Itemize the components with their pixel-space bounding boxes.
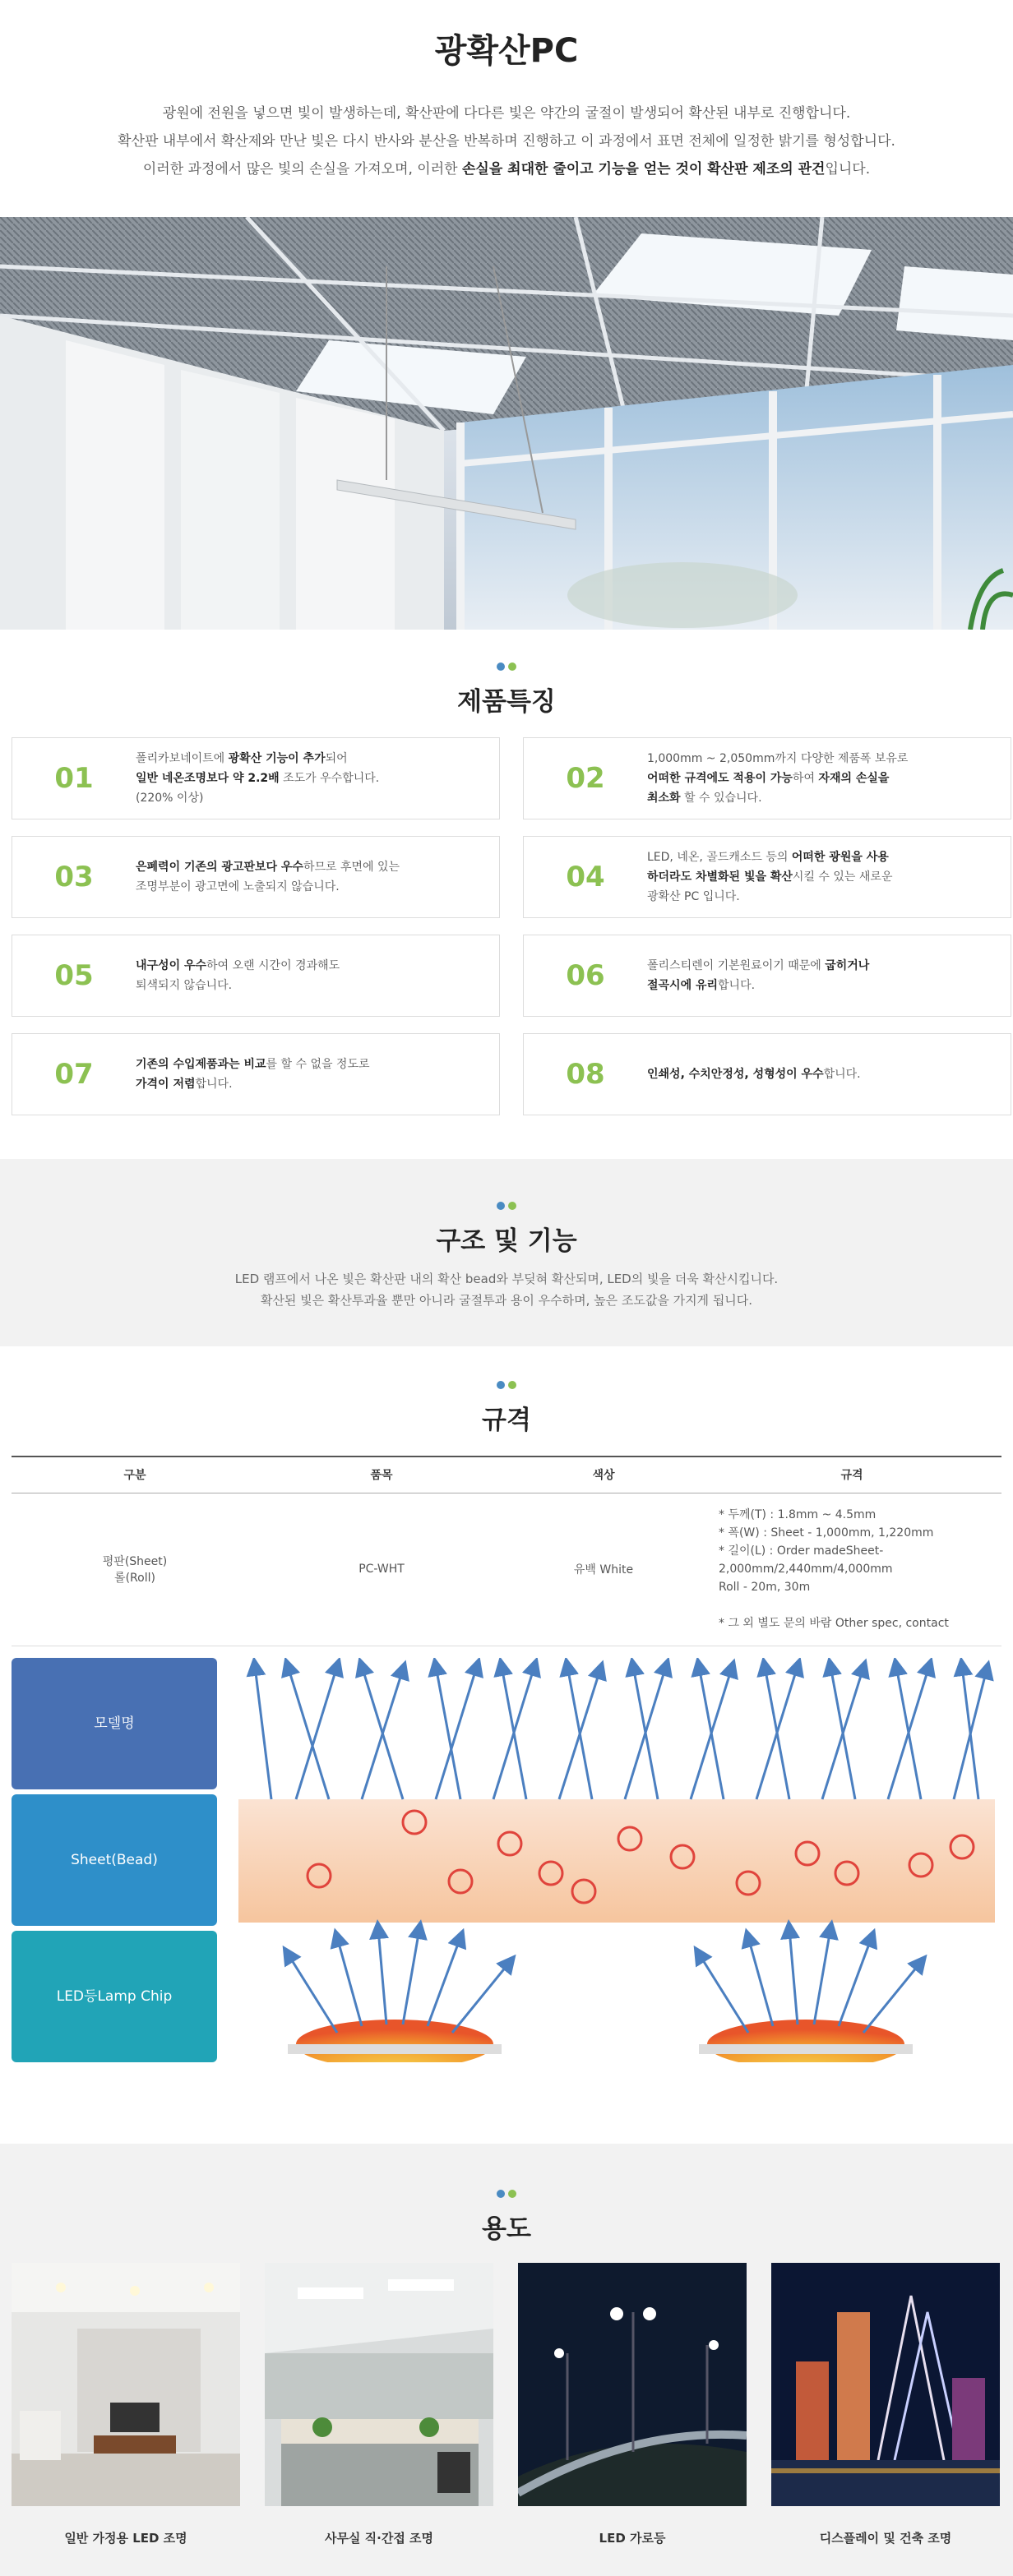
column-header: 색상 [505,1457,702,1493]
table-header-row [12,1457,1001,1493]
feature-text: 은폐력이 기존의 광고판보다 우수하므로 후면에 있는 조명부분이 광고면에 노출되지 않습니다. [136,861,400,893]
feature-06 [523,935,1011,1017]
feature-number: 01 [54,762,94,795]
feature-text: LED, 네온, 골드캐소드 등의 어떠한 광원을 사용 하더라도 차별화된 빛을 확산시킬 수 있는 새로운 광확산 PC 입니다. [647,851,893,903]
features-title: 제품특징 [457,687,556,717]
cell-color: 유백 White [505,1493,702,1646]
cell-spec: * 두께(T) : 1.8mm ~ 4.5mm * 폭(W) : Sheet - 1,000mm, 1,220mm * 길이(L) : Order madeSheet- 2,000mm/2,440mm/4,000mm Roll - 20m, 30m * 그 외 별도 문의 바람 Other spec, contact [702,1493,1001,1646]
usage-caption: 일반 가정용 LED 조명 [64,2531,187,2546]
structure-description [0,1268,1013,1311]
feature-text: 폴리카보네이트에 광확산 기능이 추가되어 일반 네온조명보다 약 2.2배 조도가 우수합니다. (220% 이상) [136,752,380,805]
feature-07 [12,1033,500,1115]
usage-item-home [12,2263,240,2546]
led-chip-right [707,2020,904,2062]
usage-caption: 사무실 직·간접 조명 [324,2531,434,2546]
spec-section [0,1346,1013,2144]
features-section [0,630,1013,1159]
usage-heading [0,2190,1013,2245]
office-lighting-image [265,2263,493,2506]
scattered-light-arrows [255,1666,987,1799]
intro-line-1: 광원에 전원을 넣으면 빛이 발생하는데, 확산판에 다다른 빛은 약간의 굴절이 발생되어 확산된 내부로 진행합니다. [162,105,851,122]
intro-line-3-c: 입니다. [825,161,871,178]
intro-line-3 [0,155,1013,183]
page-title: 광확산PC [434,32,579,70]
usage-title: 용도 [482,2214,531,2244]
column-header: 품목 [258,1457,505,1493]
section-dots [0,1381,1013,1389]
label-model: 모델명 [12,1658,217,1789]
usage-item-office [265,2263,493,2546]
features-heading [0,662,1013,718]
feature-number: 06 [566,959,605,992]
label-sheet: Sheet (Bead) [12,1794,217,1926]
structure-title: 구조 및 기능 [436,1226,577,1256]
led-emission-arrows [288,1929,921,2033]
diagram-labels [12,1658,217,2062]
usage-section [0,2144,1013,2576]
feature-number: 07 [54,1058,94,1091]
usage-item-architecture [771,2263,1000,2546]
section-dots [0,662,1013,671]
structure-line-2: 확산된 빛은 확산투과율 뿐만 아니라 굴절투과 용이 우수하며, 높은 조도값을 가지게 됩니다. [260,1293,753,1308]
light-diffusion-diagram [238,1658,995,2062]
usage-grid [0,2263,1013,2546]
ceiling-light-illustration [0,217,1013,630]
street-lighting-image [518,2263,747,2506]
spec-table [12,1456,1001,1646]
feature-04 [523,836,1011,918]
home-lighting-image [12,2263,240,2506]
features-grid [0,737,1013,1115]
intro-line-3-a: 이러한 과정에서 많은 빛의 손실을 가져오며, 이러한 [142,161,462,178]
column-header: 규격 [702,1457,1001,1493]
structure-diagram [12,1658,1001,2062]
feature-text: 폴리스티렌이 기본원료이기 때문에 굽히거나 절곡시에 유리합니다. [647,959,870,992]
feature-01 [12,737,500,819]
feature-text: 기존의 수입제품과는 비교를 할 수 없을 정도로 가격이 저렴합니다. [136,1058,370,1091]
feature-number: 08 [566,1058,605,1091]
feature-02 [523,737,1011,819]
feature-number: 03 [54,861,94,893]
hero-image [0,217,1013,630]
structure-section [0,1159,1013,1346]
led-base-left [288,2044,502,2054]
intro-line-2: 확산판 내부에서 확산제와 만난 빛은 다시 반사와 분산을 반복하며 진행하고 이 과정에서 표면 전체에 일정한 밝기를 형성합니다. [118,133,895,150]
cell-item: PC-WHT [258,1493,505,1646]
feature-number: 05 [54,959,94,992]
section-dots [0,2190,1013,2198]
usage-item-streetlight [518,2263,747,2546]
feature-08 [523,1033,1011,1115]
feature-text: 내구성이 우수하여 오랜 시간이 경과해도 퇴색되지 않습니다. [136,959,340,992]
spec-title: 규격 [482,1406,531,1435]
diffusion-sheet [238,1799,995,1923]
feature-text: 인쇄성, 수치안정성, 성형성이 우수합니다. [647,1068,861,1081]
cell-type: 평판(Sheet) 롤(Roll) [12,1493,258,1646]
led-chip-left [296,2020,493,2062]
usage-caption: 디스플레이 및 건축 조명 [819,2531,952,2546]
architecture-lighting-image [771,2263,1000,2506]
intro-line-3-emphasis: 손실을 최대한 줄이고 기능을 얻는 것이 확산판 제조의 관건 [461,161,826,178]
label-led: LED등 Lamp Chip [12,1931,217,2062]
structure-heading [0,1202,1013,1257]
section-dots [0,1202,1013,1210]
feature-number: 04 [566,861,605,893]
structure-line-1: LED 램프에서 나온 빛은 확산판 내의 확산 bead와 부딪혀 확산되며, LED의 빛을 더욱 확산시킵니다. [234,1272,779,1286]
feature-05 [12,935,500,1017]
feature-03 [12,836,500,918]
feature-number: 02 [566,762,605,795]
column-header: 구분 [12,1457,258,1493]
feature-text: 1,000mm ~ 2,050mm까지 다양한 제품폭 보유로 어떠한 규격에도 적용이 가능하여 자재의 손실을 최소화 할 수 있습니다. [647,752,909,805]
intro-section [0,0,1013,217]
usage-caption: LED 가로등 [599,2531,666,2546]
led-base-right [699,2044,913,2054]
table-row [12,1493,1001,1646]
spec-heading [0,1381,1013,1436]
